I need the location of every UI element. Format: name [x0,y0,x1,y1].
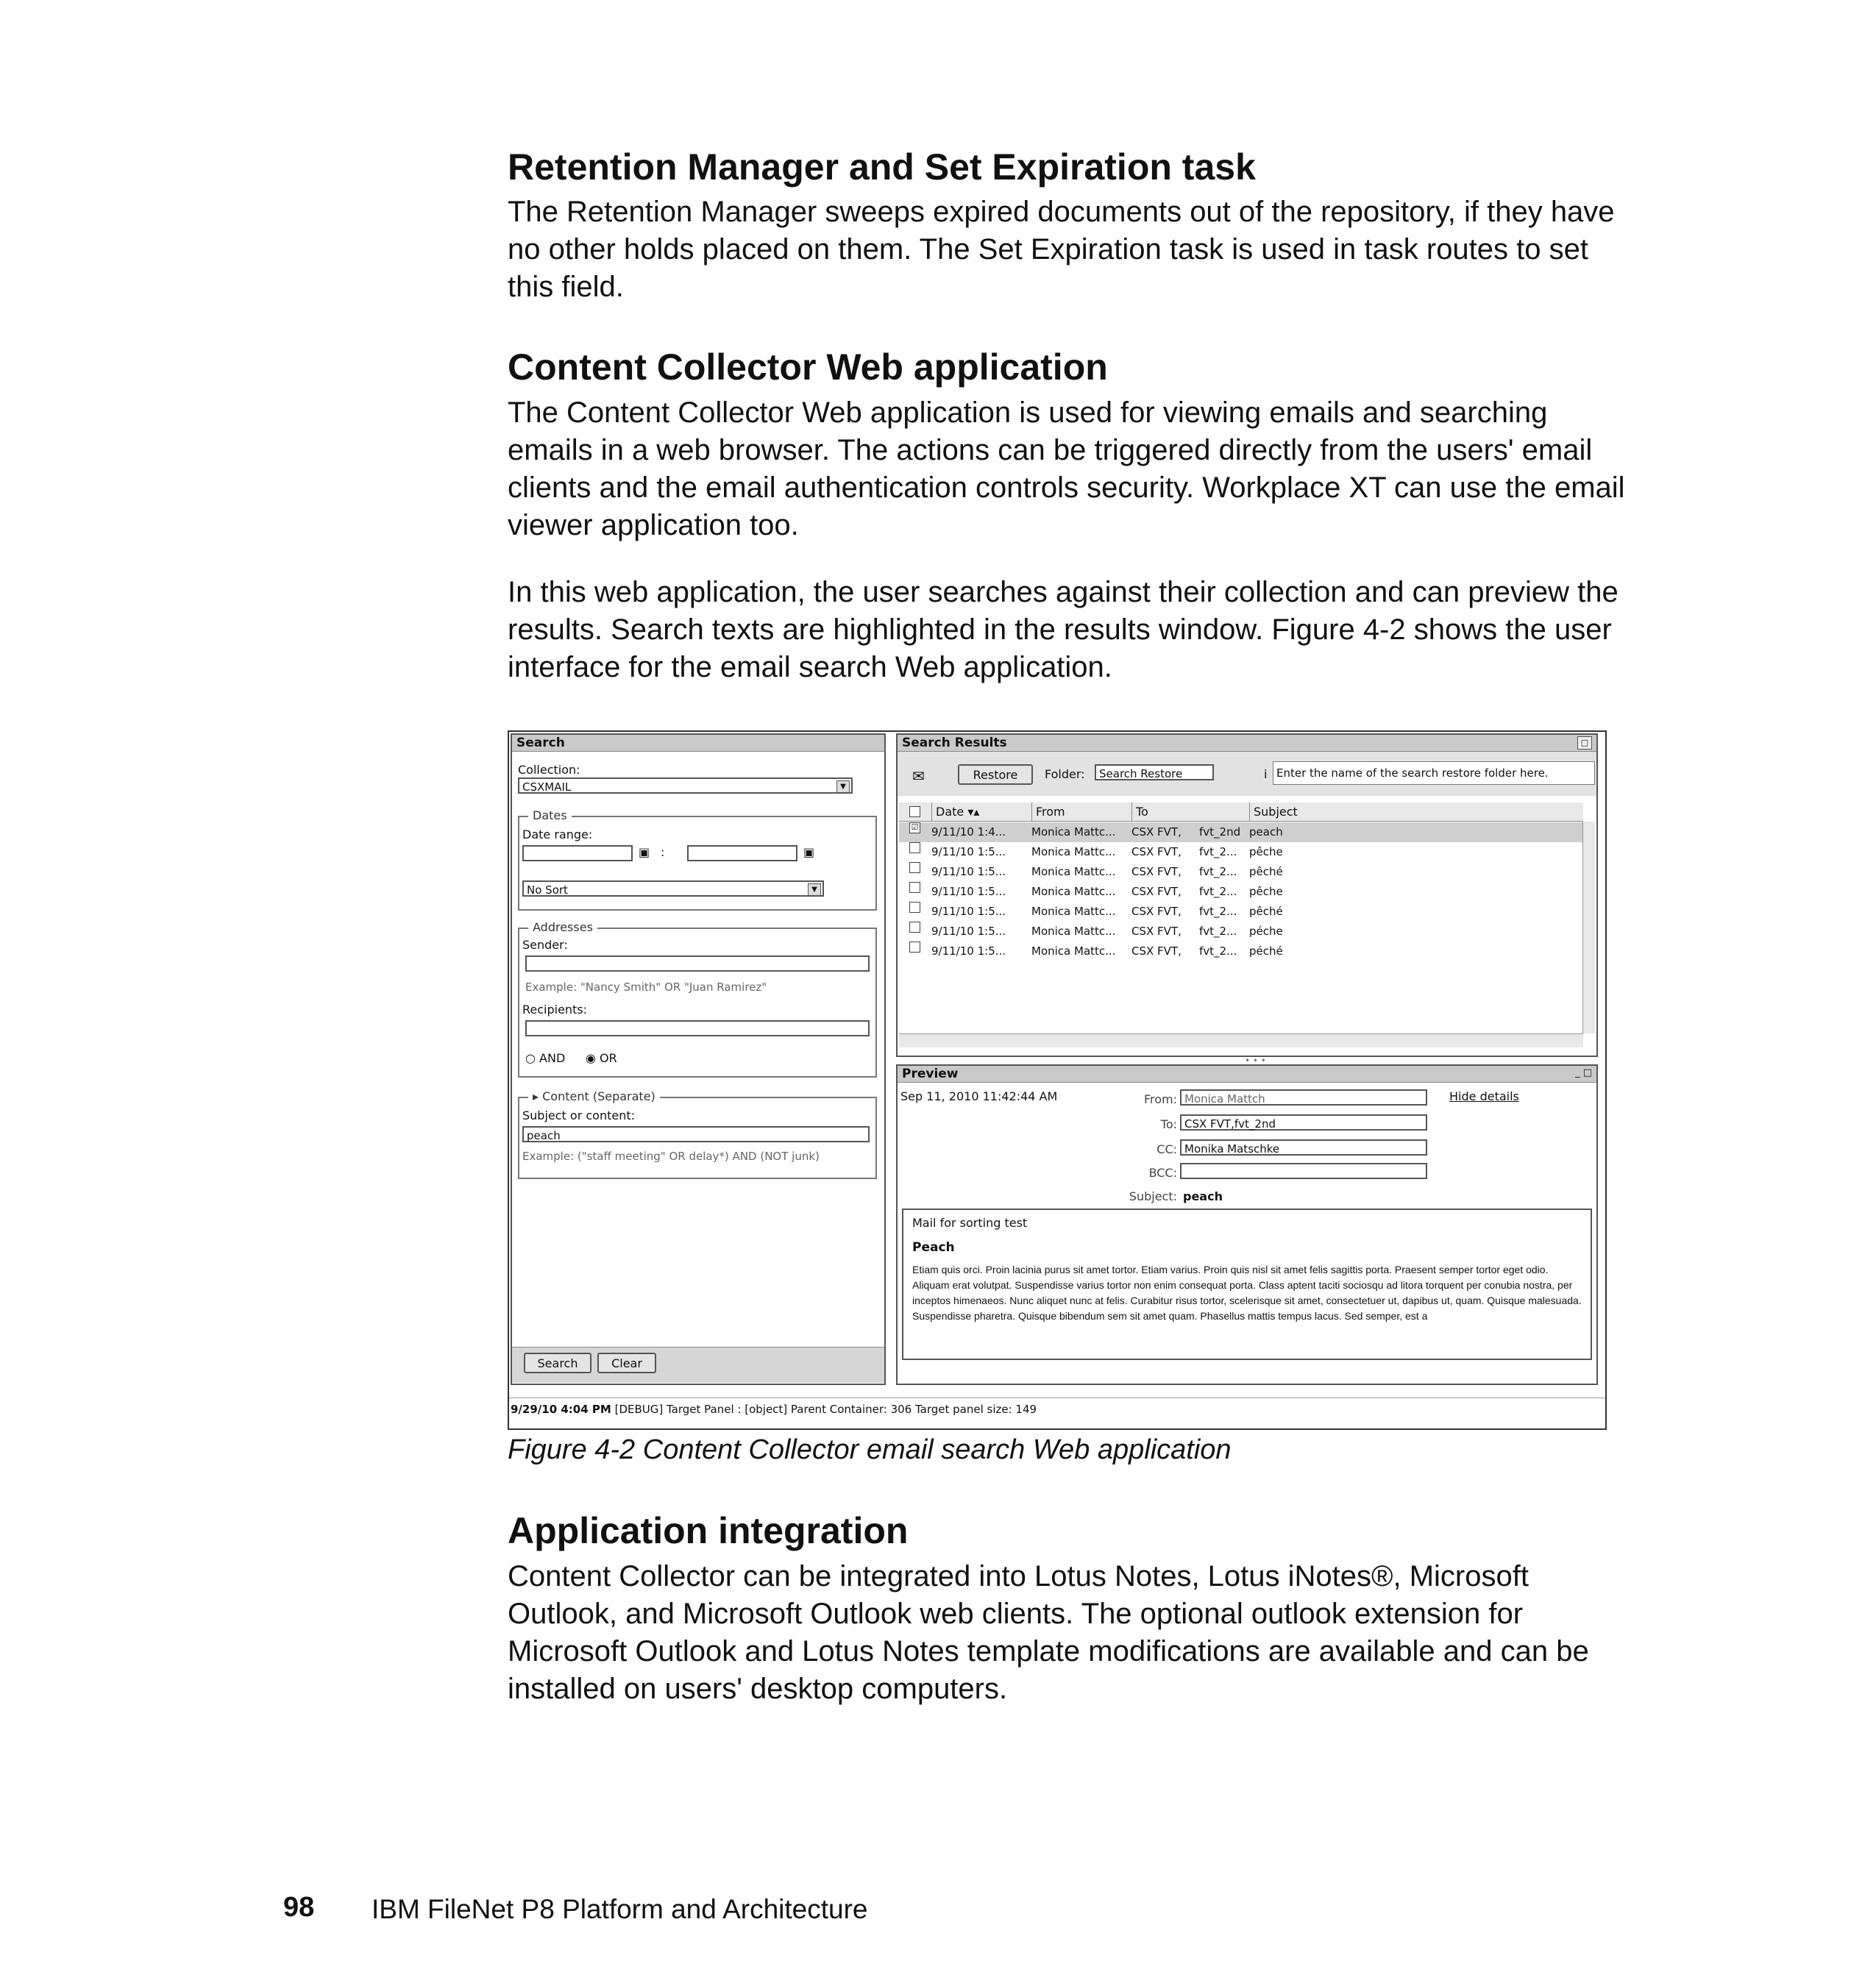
row-from: Monica Mattc... [1031,845,1116,858]
select-all-checkbox[interactable] [909,806,920,817]
and-label: AND [539,1051,566,1065]
status-message: [DEBUG] Target Panel : [object] Parent Container: 306 Target panel size: 149 [614,1403,1037,1416]
maximize-icon[interactable]: □ [1577,736,1592,750]
row-checkbox[interactable]: ☑ [909,822,920,833]
recipients-label: Recipients: [522,1003,588,1017]
folder-tooltip: Enter the name of the search restore folder here. [1273,761,1595,785]
row-to-extra: fvt_2... [1199,885,1237,898]
cc-field: Monika Matschke [1180,1139,1427,1156]
row-checkbox[interactable] [909,942,920,953]
row-subject: pêché [1249,905,1283,918]
content-example: Example: ("staff meeting" OR delay*) AND (NOT junk) [522,1150,820,1163]
chevron-down-icon: ▼ [808,883,821,896]
column-from[interactable]: From [1031,802,1065,821]
subject-value: peach [527,1129,561,1142]
paragraph-retention-manager: The Retention Manager sweeps expired documents out of the repository, if they have no other holds placed on them. The Set Expiration task is used in task routes to set this field. [508,196,1615,303]
sort-value: No Sort [527,883,568,897]
preview-pane [896,1064,1598,1385]
table-row[interactable] [899,922,1583,942]
dates-legend: Dates [528,808,572,822]
calendar-icon[interactable]: ▣ [639,845,650,859]
tooltip-marker: i [1264,767,1268,781]
chevron-down-icon: ▼ [836,780,850,793]
to-field: CSX FVT,fvt_2nd [1180,1114,1427,1131]
folder-value: Search Restore [1099,767,1183,780]
or-radio[interactable]: ◉ OR [586,1051,617,1065]
table-row[interactable] [899,882,1583,902]
paragraph-content-collector-2: In this web application, the user searches against their collection and can preview the results. Search texts are highlighted in the results window. Figure 4-2 shows the user interface for the email search Web application. [508,576,1619,683]
row-checkbox[interactable] [909,842,920,853]
row-to-extra: fvt_2... [1199,845,1237,858]
table-row[interactable] [899,862,1583,882]
heading-content-collector: Content Collector Web application [508,346,1108,388]
folder-input[interactable] [1095,764,1214,780]
bcc-label: BCC: [1148,1166,1177,1180]
row-to: CSX FVT, [1131,905,1182,918]
results-header [899,802,1583,822]
status-bar [509,1398,1605,1420]
row-subject: peach [1249,825,1283,839]
sort-select[interactable] [522,880,824,897]
row-date: 9/11/10 1:5... [931,905,1006,918]
status-timestamp: 9/29/10 4:04 PM [511,1403,611,1416]
clear-button[interactable]: Clear [597,1353,656,1373]
sender-example: Example: "Nancy Smith" OR "Juan Ramirez" [525,980,767,994]
row-date: 9/11/10 1:5... [931,865,1006,878]
sender-input[interactable] [525,955,870,972]
cc-label: CC: [1156,1142,1177,1156]
subject-input[interactable] [522,1126,870,1142]
date-separator: : [661,845,665,859]
table-row[interactable] [899,822,1583,842]
date-from-input[interactable] [522,845,633,861]
row-to: CSX FVT, [1131,825,1182,839]
search-pane [511,733,886,1385]
from-label: From: [1143,1092,1177,1106]
recipients-input[interactable] [525,1020,870,1036]
collection-value: CSXMAIL [522,780,572,794]
and-radio[interactable]: ○ AND [525,1051,566,1065]
hide-details-link[interactable]: Hide details [1449,1089,1519,1103]
search-button[interactable]: Search [524,1353,591,1373]
row-subject: péché [1249,944,1283,958]
body-text: Etiam quis orci. Proin lacinia purus sit amet tortor. Etiam varius. Proin quis nisl sit amet felis sagittis porta. Praesent semper tortor eget odio. Aliquam erat volutpat. Suspendisse varius tortor non enim consequat porta. Class aptent taciti sociosqu ad litora torquent per conubia nostra, per inceptos himenaeos. Nunc aliquet nunc at felis. Curabitur risus tortor, scelerisque sit amet, consectetuer ut, dapibus ut, quam. Quisque malesuada. Suspendisse pharetra. Quisque bibendum sem sit amet quam. Phasellus mattis tempus lacus. Sed semper, est a [912,1264,1582,1322]
paragraph-content-collector-1: The Content Collector Web application is used for viewing emails and searching emails in a web browser. The actions can be triggered directly from the users' email clients and the email authentication controls security. Workplace XT can use the email viewer application too. [508,396,1625,541]
addresses-group [518,920,877,1078]
row-from: Monica Mattc... [1031,825,1116,839]
row-date: 9/11/10 1:4... [931,825,1006,839]
row-date: 9/11/10 1:5... [931,885,1006,898]
or-label: OR [600,1051,617,1065]
results-horizontal-scrollbar[interactable] [899,1033,1583,1047]
preview-title: Preview [898,1066,1596,1083]
row-from: Monica Mattc... [1031,885,1116,898]
row-checkbox[interactable] [909,902,920,913]
row-date: 9/11/10 1:5... [931,845,1006,858]
mail-icon[interactable]: ✉ [912,767,925,785]
restore-button[interactable]: Restore [958,764,1033,785]
row-to: CSX FVT, [1131,865,1182,878]
to-label: To: [1160,1117,1177,1131]
page-number: 98 [283,1892,315,1923]
row-date: 9/11/10 1:5... [931,925,1006,938]
row-subject: pêché [1249,865,1283,878]
row-to: CSX FVT, [1131,885,1182,898]
content-legend[interactable]: ▸ Content (Separate) [528,1089,660,1103]
row-checkbox[interactable] [909,922,920,933]
dates-group [518,808,877,911]
heading-retention-manager: Retention Manager and Set Expiration task [508,146,1256,188]
row-to-extra: fvt_2... [1199,905,1237,918]
folder-label: Folder: [1045,767,1085,781]
paragraph-application-integration: Content Collector can be integrated into Lotus Notes, Lotus iNotes®, Microsoft Outlook, and Microsoft Outlook web clients. The optional outlook extension for Microsoft Outlook and Lotus Notes template modifications are available and can be installed on users' desktop computers. [508,1560,1589,1705]
column-date[interactable]: Date ▾▴ [931,802,979,821]
row-from: Monica Mattc... [1031,925,1116,938]
row-subject: péche [1249,925,1283,938]
search-pane-title: Search [512,735,884,752]
book-title: IBM FileNet P8 Platform and Architecture [372,1894,868,1924]
preview-date: Sep 11, 2010 11:42:44 AM [900,1089,1058,1103]
splitter-grip[interactable]: • • • [1245,1056,1266,1066]
row-checkbox[interactable] [909,862,920,873]
date-range-label: Date range: [522,828,593,841]
restore-window-icon[interactable]: _ □ [1575,1067,1592,1078]
sender-label: Sender: [522,938,568,952]
row-subject: pêche [1249,885,1283,898]
subject-label-preview: Subject: [1129,1189,1177,1203]
heading-application-integration: Application integration [508,1510,909,1551]
figure-caption: Figure 4-2 Content Collector email search Web application [508,1434,1232,1465]
calendar-icon[interactable]: ▣ [803,845,815,859]
bcc-field [1180,1163,1427,1179]
row-date: 9/11/10 1:5... [931,944,1006,958]
body-intro: Mail for sorting test [912,1216,1028,1230]
column-subject[interactable]: Subject [1249,802,1298,821]
table-row[interactable] [899,942,1583,961]
collection-label: Collection: [518,763,580,777]
table-row[interactable] [899,902,1583,922]
row-to-extra: fvt_2... [1199,925,1237,938]
from-field: Monica Mattch [1180,1089,1427,1106]
search-results-pane [896,733,1598,1057]
row-to: CSX FVT, [1131,944,1182,958]
date-to-input[interactable] [687,845,797,861]
row-subject: pêche [1249,845,1283,858]
results-vertical-scrollbar[interactable] [1582,822,1595,1033]
addresses-legend: Addresses [528,920,597,934]
row-to-extra: fvt_2... [1199,865,1237,878]
body-heading: Peach [912,1240,955,1255]
row-to: CSX FVT, [1131,845,1182,858]
subject-label: Subject or content: [522,1108,635,1122]
collection-select[interactable] [518,777,853,794]
preview-body [902,1209,1592,1360]
search-results-title: Search Results [898,735,1596,752]
row-from: Monica Mattc... [1031,944,1116,958]
row-from: Monica Mattc... [1031,865,1116,878]
row-to: CSX FVT, [1131,925,1182,938]
table-row[interactable] [899,842,1583,862]
row-to-extra: fvt_2nd [1199,825,1241,839]
row-to-extra: fvt_2... [1199,944,1237,958]
column-to[interactable]: To [1131,802,1148,821]
row-from: Monica Mattc... [1031,905,1116,918]
row-checkbox[interactable] [909,882,920,893]
content-group [518,1089,877,1179]
subject-value-preview: peach [1183,1189,1223,1203]
figure-email-search-app [508,730,1607,1430]
